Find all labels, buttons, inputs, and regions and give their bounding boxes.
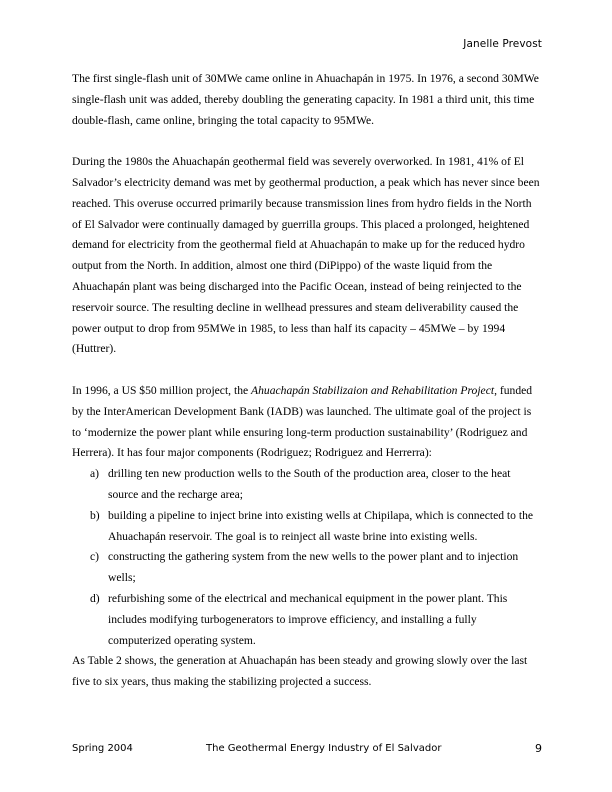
paragraph-3-start: In 1996, a US $50 million project, the	[72, 383, 252, 397]
paragraph-1: The first single-flash unit of 30MWe came online in Ahuachapán in 1975. In 1976, a second 30MWe single-flash unit was added, thereby doubling the generating capacity. In 1981 a third unit, this time double-flash, came online, bringing the total capacity to 95MWe.	[72, 72, 539, 127]
project-title: Ahuachapán Stabilizaion and Rehabilitation Project	[251, 383, 495, 397]
paragraph-gap	[72, 131, 540, 152]
page-number: 9	[535, 742, 542, 755]
list-item	[72, 464, 540, 506]
list-item	[72, 589, 540, 651]
list-item-text: refurbishing some of the electrical and mechanical equipment in the power plant. This includes modifying turbogenerators to improve efficiency, and installing a fully computerized operating system.	[108, 591, 508, 647]
list-item-text: constructing the gathering system from the new wells to the power plant and to injection wells;	[108, 550, 519, 585]
footer-title: The Geothermal Energy Industry of El Salvador	[206, 743, 442, 754]
paragraph-2: During the 1980s the Ahuachapán geothermal field was severely overworked. In 1981, 41% of El Salvador’s electricity demand was met by geothermal production, a peak which has never since been reached. This overuse occurred primarily because transmission lines from hydro fields in the North of El Salvador were continually damaged by guerrilla groups. This placed a prolonged, heightened demand for electricity from the geothermal field at Ahuachapán to make up for the reduced hydro output from the North. In addition, almost one third (DiPippo) of the waste liquid from the Ahuachapán plant was being discharged into the Pacific Ocean, instead of being reinjected to the reservoir source. The resulting decline in wellhead pressures and steam deliverability caused the power output to drop from 95MWe in 1985, to less than half its capacity – 45MWe – by 1994 (Huttrer).	[72, 155, 540, 356]
paragraph-gap	[72, 360, 540, 381]
list-item-text: building a pipeline to inject brine into existing wells at Chipilapa, which is connected to the Ahuachapán reservoir. The goal is to reinject all waste brine into existing wells.	[108, 508, 534, 543]
paragraph-4: As Table 2 shows, the generation at Ahuachapán has been steady and growing slowly over the last five to six years, thus making the stabilizing projected a success.	[72, 654, 528, 689]
components-list	[72, 464, 540, 651]
body-text	[72, 69, 540, 693]
paragraph-3-end: , funded by the InterAmerican Development Bank (IADB) was launched. The ultimate goal of the project is to ‘modernize the power plant while ensuring long-term production sustainability’ (Rodriguez and Herrera). It has four major components (Rodriguez; Rodriguez and Herrerra):	[72, 383, 533, 460]
list-item	[72, 506, 540, 548]
footer-date: Spring 2004	[72, 743, 133, 754]
list-marker: a)	[90, 467, 100, 481]
list-marker: d)	[90, 591, 100, 605]
list-item-text: drilling ten new production wells to the South of the production area, closer to the heat source and the recharge area;	[108, 467, 511, 501]
list-marker: c)	[90, 550, 100, 564]
paragraph-3	[72, 381, 540, 464]
list-marker: b)	[90, 508, 100, 522]
header-author: Janelle Prevost	[463, 38, 542, 50]
list-item	[72, 547, 540, 589]
